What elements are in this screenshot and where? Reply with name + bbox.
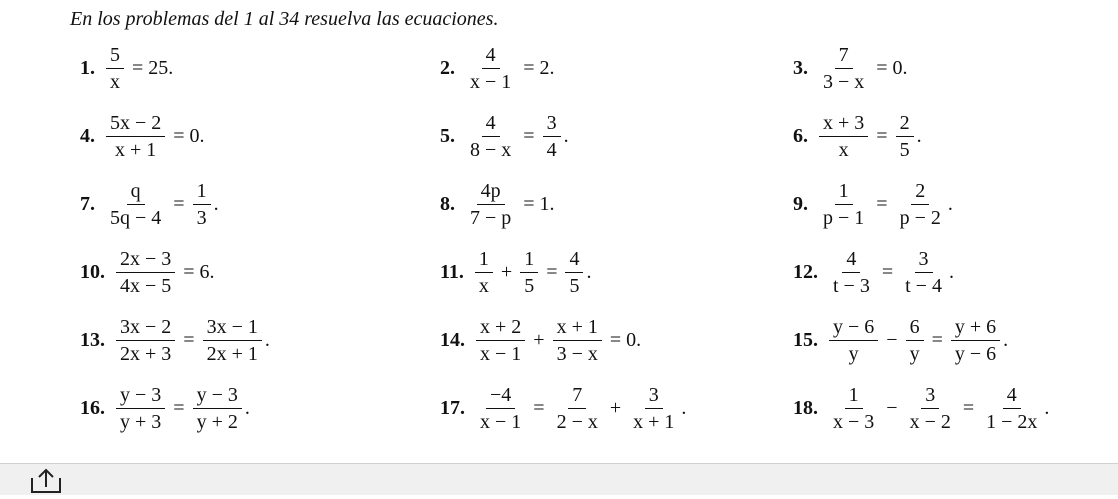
- fraction: [829, 314, 878, 367]
- fraction: [106, 178, 165, 231]
- denominator: 5q − 4: [110, 207, 162, 229]
- problem-number: 9.: [793, 193, 808, 215]
- fraction: [553, 382, 602, 435]
- fraction: [906, 314, 924, 367]
- operator: +: [609, 397, 622, 419]
- numerator: 2x − 3: [116, 246, 175, 273]
- denominator: p − 2: [899, 207, 941, 229]
- fraction: [819, 178, 868, 231]
- numerator: 3x − 2: [116, 314, 175, 341]
- operator: =: [173, 397, 185, 419]
- fraction: [116, 314, 175, 367]
- problem-number: 8.: [440, 193, 455, 215]
- fraction: [466, 42, 515, 95]
- period: .: [244, 397, 250, 419]
- equation-rest: = 2.: [523, 57, 555, 79]
- problem-item: [80, 178, 219, 231]
- denominator: t − 3: [833, 275, 870, 297]
- problem-item: [793, 178, 953, 231]
- numerator: 4: [482, 110, 500, 137]
- problem-number: 12.: [793, 261, 818, 283]
- denominator: 3 − x: [823, 71, 865, 93]
- problem-number: 4.: [80, 125, 95, 147]
- numerator: 5: [106, 42, 124, 69]
- problem-item: [793, 382, 1049, 435]
- denominator: 8 − x: [470, 139, 512, 161]
- period: .: [264, 329, 270, 351]
- operator: =: [183, 329, 195, 351]
- fraction: [982, 382, 1041, 435]
- numerator: 1: [520, 246, 538, 273]
- fraction: [466, 178, 515, 231]
- denominator: x: [110, 71, 120, 93]
- fraction: [819, 42, 868, 95]
- denominator: t − 4: [905, 275, 942, 297]
- operator: =: [881, 261, 894, 283]
- equation-rest: = 25.: [132, 57, 174, 79]
- numerator: 4: [565, 246, 583, 273]
- problem-number: 6.: [793, 125, 808, 147]
- fraction: [466, 110, 515, 163]
- period: .: [948, 261, 954, 283]
- fraction: [829, 246, 874, 299]
- numerator: 7: [835, 42, 853, 69]
- operator: =: [876, 193, 888, 215]
- operator: =: [546, 261, 558, 283]
- denominator: 5: [524, 275, 535, 297]
- problem-number: 3.: [793, 57, 808, 79]
- numerator: 1: [845, 382, 863, 409]
- fraction: [896, 178, 945, 231]
- problem-item: [440, 110, 569, 163]
- fraction: [106, 42, 124, 95]
- operator: −: [886, 397, 898, 419]
- numerator: 4: [1003, 382, 1021, 409]
- numerator: 3: [645, 382, 663, 409]
- numerator: −4: [486, 382, 515, 409]
- denominator: x − 3: [833, 411, 875, 433]
- problem-number: 14.: [440, 329, 465, 351]
- problem-number: 17.: [440, 397, 465, 419]
- fraction: [106, 110, 165, 163]
- operator: +: [533, 329, 545, 351]
- numerator: 3: [921, 382, 939, 409]
- fraction: [951, 314, 1000, 367]
- denominator: x − 1: [470, 71, 512, 93]
- equation-rest: = 0.: [609, 329, 642, 351]
- fraction: [829, 382, 878, 435]
- equation-rest: = 1.: [523, 193, 555, 215]
- problem-number: 15.: [793, 329, 818, 351]
- denominator: 3: [196, 207, 207, 229]
- denominator: p − 1: [823, 207, 865, 229]
- problem-item: [793, 110, 922, 163]
- fraction: [193, 178, 211, 231]
- problem-number: 16.: [80, 397, 105, 419]
- problem-item: [793, 314, 1008, 367]
- numerator: 2: [896, 110, 914, 137]
- fraction: [819, 110, 868, 163]
- denominator: 4: [546, 139, 557, 161]
- numerator: x + 3: [819, 110, 868, 137]
- period: .: [213, 193, 219, 215]
- fraction: [203, 314, 262, 367]
- period: .: [947, 193, 953, 215]
- denominator: y + 3: [120, 411, 162, 433]
- numerator: y − 6: [829, 314, 878, 341]
- denominator: 5: [569, 275, 580, 297]
- period: .: [586, 261, 592, 283]
- numerator: y + 6: [951, 314, 1000, 341]
- problem-item: [80, 314, 270, 367]
- problem-number: 5.: [440, 125, 455, 147]
- operator: =: [962, 397, 975, 419]
- equation-rest: = 0.: [876, 57, 908, 79]
- problem-number: 1.: [80, 57, 95, 79]
- problem-item: [80, 246, 220, 299]
- fraction: [476, 314, 525, 367]
- equation-rest: = 6.: [183, 261, 215, 283]
- problem-item: [440, 178, 560, 231]
- operator: =: [931, 329, 943, 351]
- fraction: [565, 246, 583, 299]
- problem-number: 7.: [80, 193, 95, 215]
- problem-item: [440, 382, 686, 435]
- fraction: [906, 382, 955, 435]
- denominator: x: [838, 139, 849, 161]
- numerator: 1: [475, 246, 493, 273]
- denominator: y + 2: [196, 411, 238, 433]
- fraction: [476, 382, 525, 435]
- fraction: [520, 246, 538, 299]
- numerator: 5x − 2: [106, 110, 165, 137]
- bottom-toolbar: [0, 463, 1118, 495]
- numerator: x + 1: [553, 314, 602, 341]
- share-icon[interactable]: [28, 468, 64, 499]
- problem-number: 11.: [440, 261, 464, 283]
- numerator: 4p: [477, 178, 505, 205]
- problem-item: [80, 382, 250, 435]
- operator: =: [523, 125, 535, 147]
- denominator: x − 1: [480, 411, 522, 433]
- numerator: y − 3: [116, 382, 165, 409]
- numerator: q: [127, 178, 145, 205]
- period: .: [1003, 329, 1009, 351]
- numerator: 6: [906, 314, 924, 341]
- operator: =: [533, 397, 545, 419]
- denominator: 2x + 3: [120, 343, 172, 365]
- fraction: [901, 246, 946, 299]
- fraction: [629, 382, 678, 435]
- denominator: 2 − x: [556, 411, 598, 433]
- fraction: [193, 382, 242, 435]
- numerator: x + 2: [476, 314, 525, 341]
- problem-item: [440, 314, 646, 367]
- fraction: [896, 110, 914, 163]
- fraction: [116, 246, 175, 299]
- operator: =: [876, 125, 888, 147]
- denominator: 5: [899, 139, 910, 161]
- numerator: 7: [568, 382, 586, 409]
- denominator: y − 6: [954, 343, 997, 365]
- numerator: 3: [543, 110, 561, 137]
- numerator: 3: [915, 246, 933, 273]
- denominator: x − 2: [909, 411, 951, 433]
- period: .: [916, 125, 922, 147]
- denominator: y: [909, 343, 920, 365]
- operator: =: [173, 193, 185, 215]
- problem-item: [80, 110, 210, 163]
- equation-rest: = 0.: [173, 125, 205, 147]
- numerator: 2: [911, 178, 929, 205]
- period: .: [681, 397, 687, 419]
- problem-item: [440, 246, 591, 299]
- period: .: [1044, 397, 1050, 419]
- problem-number: 13.: [80, 329, 105, 351]
- denominator: x − 1: [480, 343, 522, 365]
- numerator: y − 3: [193, 382, 242, 409]
- numerator: 4: [842, 246, 860, 273]
- denominator: 2x + 1: [206, 343, 258, 365]
- operator: −: [886, 329, 898, 351]
- fraction: [543, 110, 561, 163]
- problem-number: 10.: [80, 261, 105, 283]
- denominator: 3 − x: [556, 343, 598, 365]
- numerator: 1: [193, 178, 211, 205]
- period: .: [563, 125, 569, 147]
- problem-number: 2.: [440, 57, 455, 79]
- fraction: [553, 314, 602, 367]
- denominator: 1 − 2x: [986, 411, 1038, 433]
- denominator: x: [478, 275, 489, 297]
- denominator: y: [848, 343, 859, 365]
- problem-item: [793, 42, 913, 95]
- instructions-heading: En los problemas del 1 al 34 resuelva las ecuaciones.: [70, 8, 499, 30]
- problem-item: [440, 42, 560, 95]
- problem-number: 18.: [793, 397, 818, 419]
- numerator: 3x − 1: [203, 314, 262, 341]
- problem-item: [80, 42, 178, 95]
- denominator: x + 1: [633, 411, 675, 433]
- numerator: 1: [835, 178, 853, 205]
- operator: +: [500, 261, 513, 283]
- denominator: 4x − 5: [120, 275, 172, 297]
- fraction: [116, 382, 165, 435]
- problem-item: [793, 246, 954, 299]
- fraction: [475, 246, 493, 299]
- denominator: 7 − p: [470, 207, 512, 229]
- denominator: x + 1: [115, 139, 157, 161]
- numerator: 4: [482, 42, 500, 69]
